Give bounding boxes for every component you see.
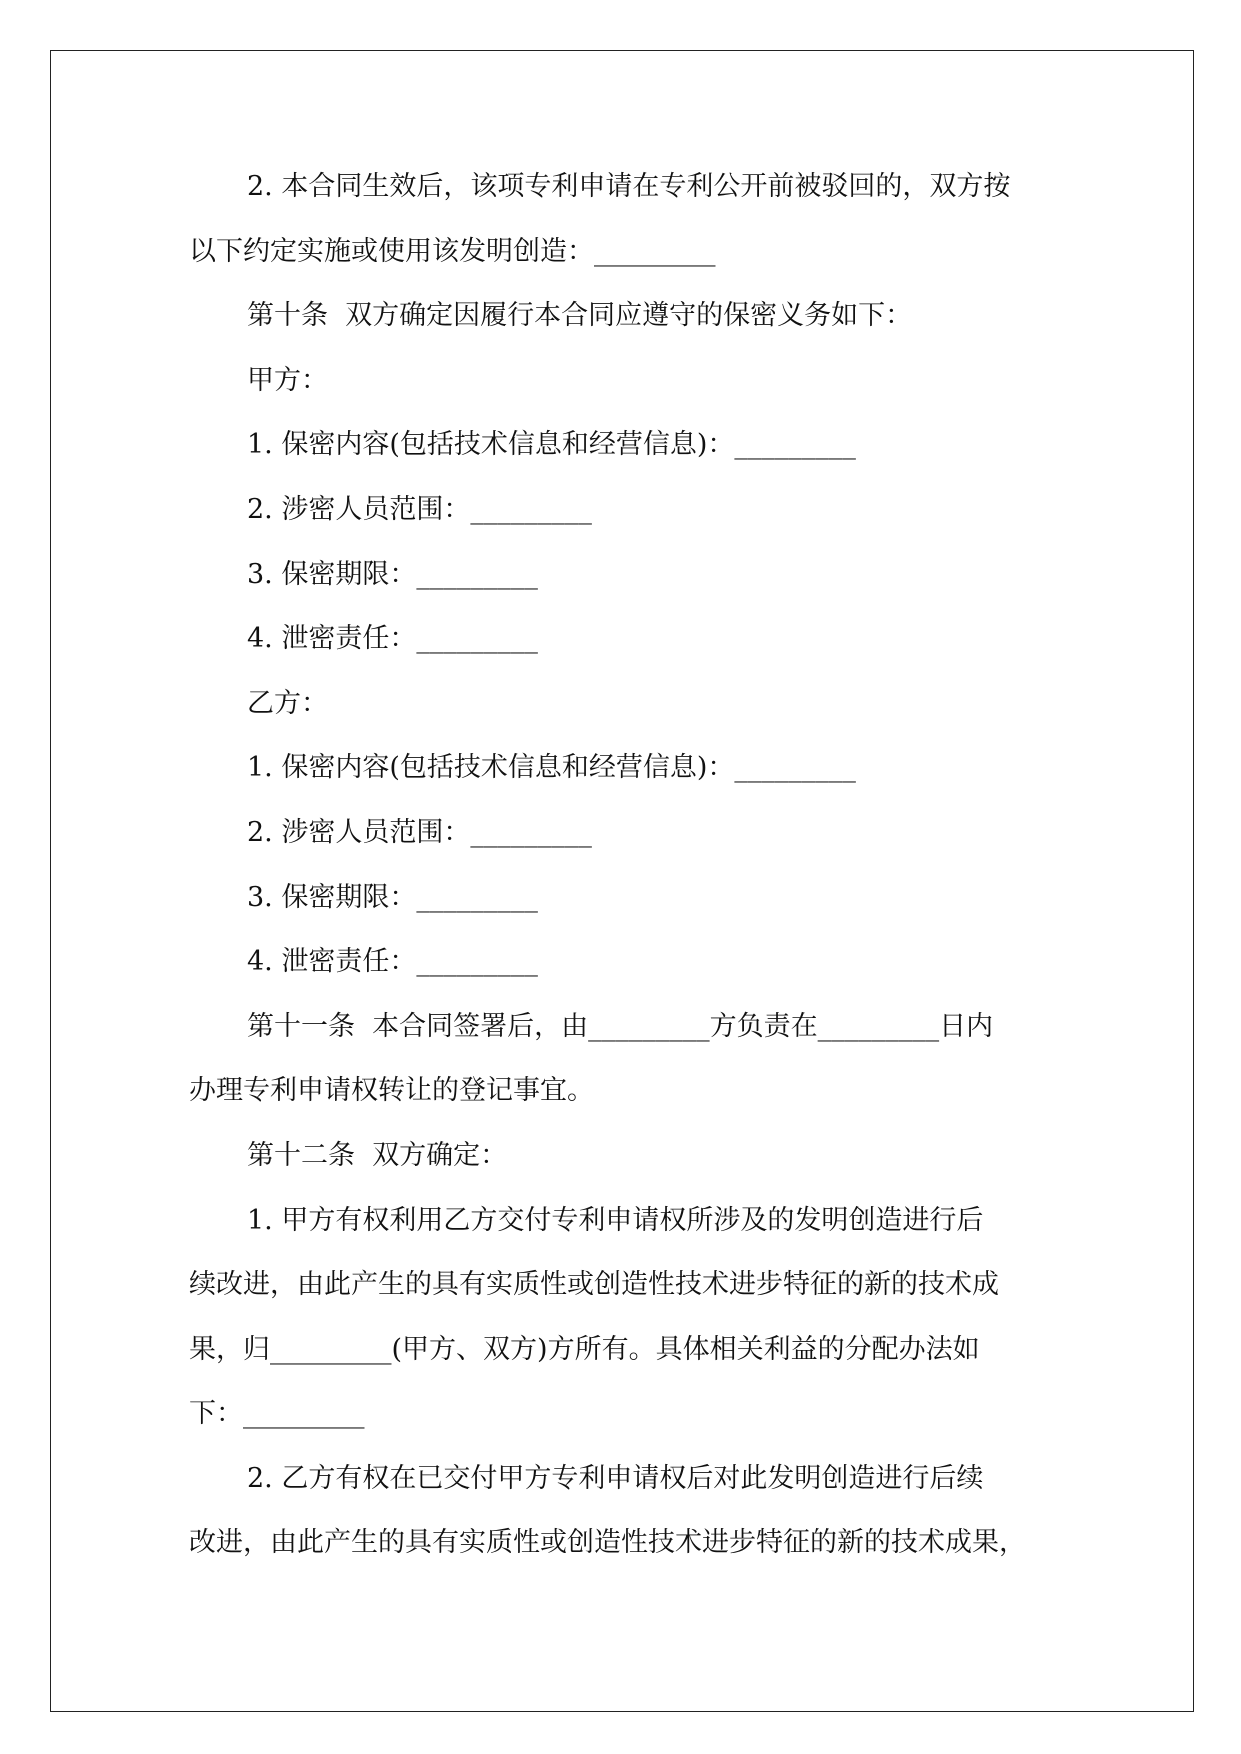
list-item: 2. 乙方有权在已交付甲方专利申请权后对此发明创造进行后续 [247, 1462, 984, 1494]
party-label: 乙方： [247, 687, 328, 719]
paragraph-line: 2. 本合同生效后，该项专利申请在专利公开前被驳回的，双方按 [247, 171, 1011, 202]
list-item: 3. 保密期限：_________ [247, 881, 538, 913]
paragraph-line: 续改进，由此产生的具有实质性或创造性技术进步特征的新的技术成 [189, 1269, 999, 1301]
paragraph-line: 下：_________ [189, 1398, 365, 1430]
list-item: 1. 保密内容(包括技术信息和经营信息)：_________ [247, 429, 856, 461]
paragraph-line: 以下约定实施或使用该发明创造：_________ [189, 235, 716, 267]
article-heading: 第十二条 双方确定： [247, 1139, 508, 1171]
list-item: 4. 泄密责任：_________ [247, 623, 538, 655]
list-item: 3. 保密期限：_________ [247, 558, 538, 590]
article-heading: 第十条 双方确定因履行本合同应遵守的保密义务如下： [247, 300, 913, 332]
list-item: 1. 保密内容(包括技术信息和经营信息)：_________ [247, 752, 856, 784]
article-heading: 第十一条 本合同签署后，由_________方负责在_________日内 [247, 1010, 994, 1042]
document-body [189, 155, 1059, 1576]
paragraph-line: 改进，由此产生的具有实质性或创造性技术进步特征的新的技术成果， [189, 1527, 1026, 1559]
paragraph-line: 办理专利申请权转让的登记事宜。 [189, 1075, 594, 1107]
list-item: 2. 涉密人员范围：_________ [247, 493, 592, 525]
list-item: 1. 甲方有权利用乙方交付专利申请权所涉及的发明创造进行后 [247, 1204, 984, 1236]
party-label: 甲方： [247, 364, 328, 396]
list-item: 4. 泄密责任：_________ [247, 946, 538, 978]
paragraph-line: 果，归_________(甲方、双方)方所有。具体相关利益的分配办法如 [189, 1333, 980, 1365]
list-item: 2. 涉密人员范围：_________ [247, 816, 592, 848]
